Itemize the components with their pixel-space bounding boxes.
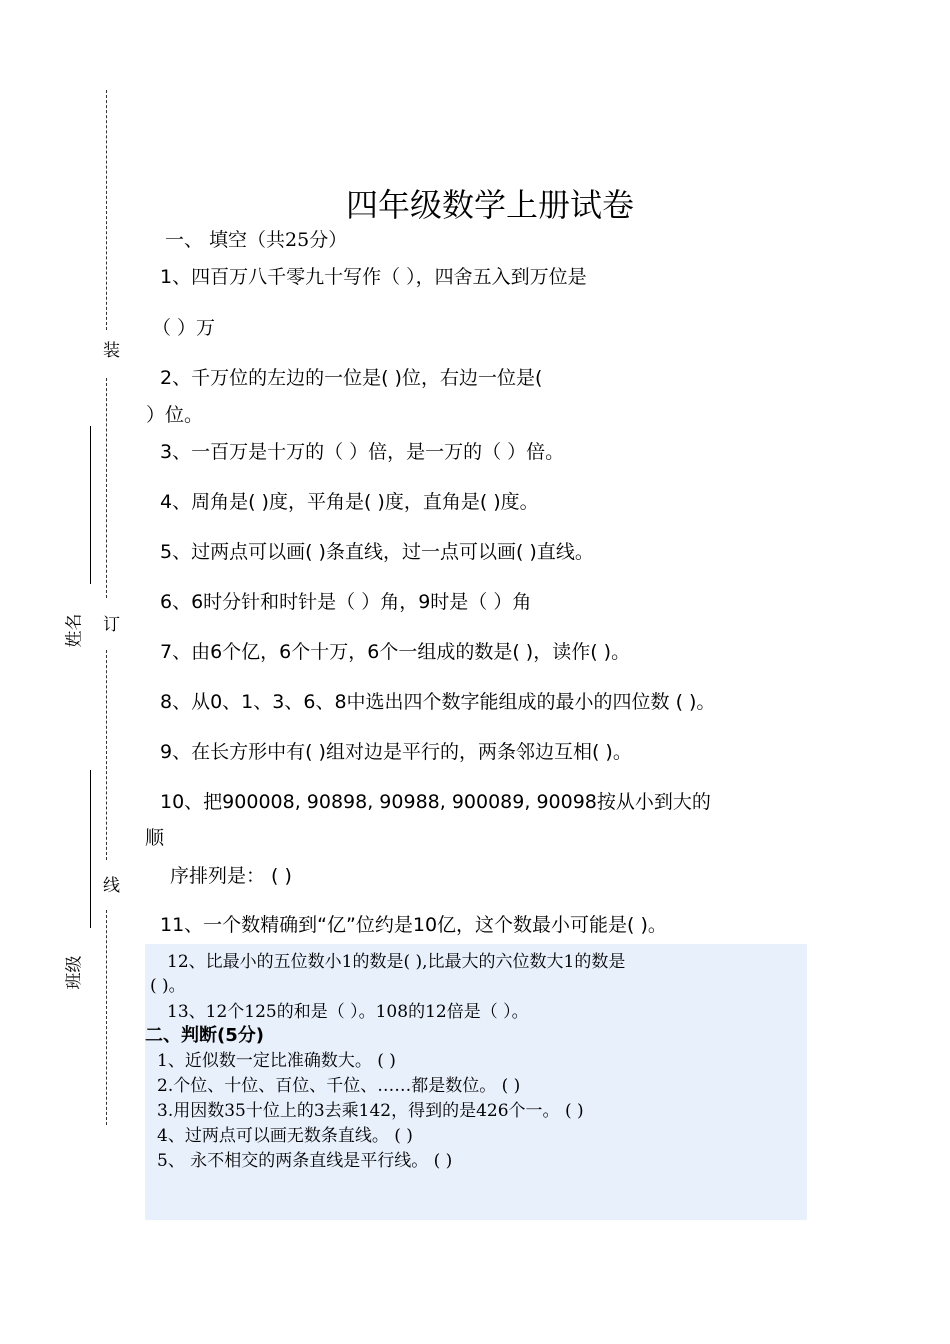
class-underline [90, 770, 91, 928]
section2-heading: 二、判断(5分) [145, 1025, 264, 1046]
binding-label-zhuang: 装 [103, 341, 120, 361]
judge-item-2: 2.个位、十位、百位、千位、……都是数位。 ( ) [157, 1076, 521, 1096]
question-3: 3、一百万是十万的（ ）倍，是一万的（ ）倍。 [160, 441, 565, 463]
binding-label-ding: 订 [103, 615, 120, 635]
judge-item-4: 4、过两点可以画无数条直线。 ( ) [157, 1126, 413, 1146]
question-9: 9、在长方形中有( )组对边是平行的，两条邻边互相( )。 [160, 741, 632, 763]
question-1-line2: （ ）万 [152, 317, 216, 339]
judge-item-5: 5、 永不相交的两条直线是平行线。 ( ) [157, 1151, 453, 1171]
page-title: 四年级数学上册试卷 [346, 186, 635, 224]
question-2-line2: ）位。 [146, 404, 204, 426]
question-4: 4、周角是( )度，平角是( )度，直角是( )度。 [160, 491, 539, 513]
binding-dashed-line-mid2 [106, 650, 107, 860]
question-13: 13、12个125的和是（ ）。108的12倍是（ ）。 [167, 1002, 529, 1022]
binding-dashed-line-top [106, 90, 107, 330]
question-7: 7、由6个亿，6个十万，6个一组成的数是( )，读作( )。 [160, 641, 631, 663]
question-5: 5、过两点可以画( )条直线，过一点可以画( )直线。 [160, 541, 594, 563]
binding-dashed-line-bottom [106, 910, 107, 1125]
question-10-line3: 序排列是： ( ) [170, 865, 292, 887]
question-10-line1: 10、把900008, 90898, 90988, 900089, 90098按从小到大的 [160, 791, 711, 813]
question-1-line1: 1、四百万八千零九十写作（ ），四舍五入到万位是 [160, 266, 587, 288]
question-8: 8、从0、1、3、6、8中选出四个数字能组成的最小的四位数 ( )。 [160, 691, 716, 713]
question-6: 6、6时分针和时针是（ ）角，9时是（ ）角 [160, 591, 532, 613]
judge-item-1: 1、近似数一定比准确数大。 ( ) [157, 1051, 396, 1071]
section1-heading: 一、 填空（共25分） [165, 229, 348, 251]
name-label: 姓名 [64, 613, 85, 648]
question-11: 11、一个数精确到“亿”位约是10亿，这个数最小可能是( )。 [160, 914, 667, 936]
judge-item-3: 3.用因数35十位上的3去乘142，得到的是426个一。 ( ) [157, 1101, 584, 1121]
question-12-line1: 12、比最小的五位数小1的数是( ),比最大的六位数大1的数是 [167, 952, 626, 972]
question-12-line2: ( )。 [150, 976, 186, 996]
question-2-line1: 2、千万位的左边的一位是( )位，右边一位是( [160, 367, 543, 389]
name-underline [90, 426, 91, 584]
binding-dashed-line-mid1 [106, 378, 107, 598]
class-label: 班级 [64, 955, 85, 990]
binding-label-xian: 线 [103, 876, 120, 896]
question-10-line2: 顺 [145, 827, 165, 849]
